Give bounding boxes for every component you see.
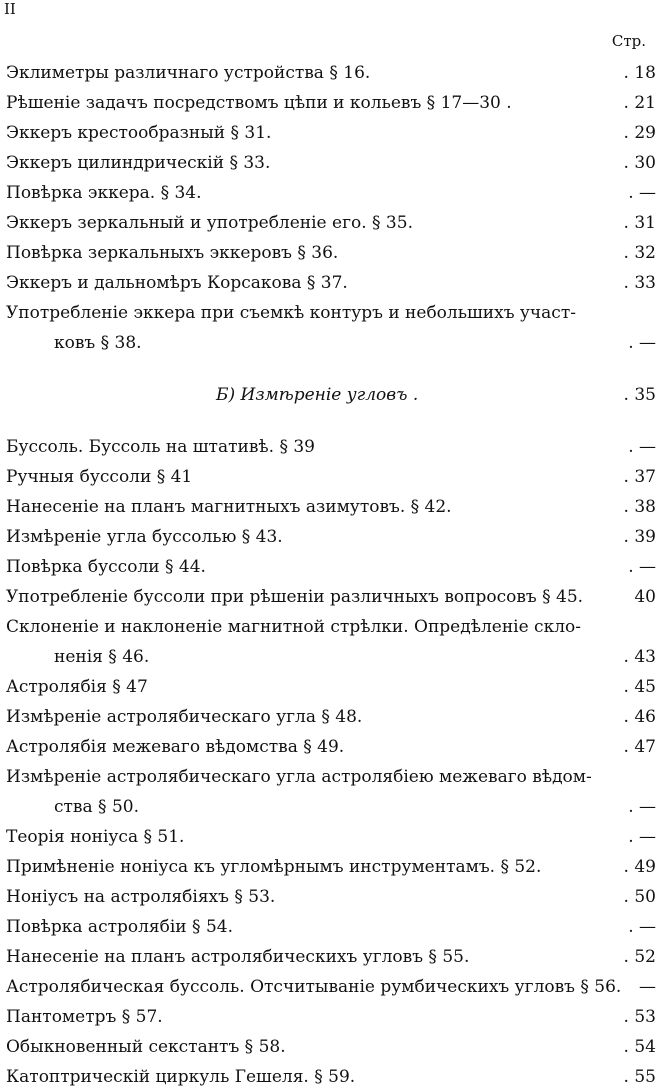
toc-entry-page: . 32 <box>623 243 656 263</box>
toc-entry <box>0 672 664 702</box>
toc-entry <box>0 492 664 522</box>
toc-entry-page: . 39 <box>623 527 656 547</box>
toc-entry-page: . 35 <box>623 385 656 405</box>
toc-entry <box>0 912 664 942</box>
toc-entry-page: . 46 <box>623 707 656 727</box>
section-gap <box>0 410 664 432</box>
toc-entry-text: Измѣреніе астролябическаго угла астролябіею межеваго вѣдом- <box>6 767 592 787</box>
toc-entry-page: . 31 <box>623 213 656 233</box>
toc-entry-text: Склоненіе и наклоненіе магнитной стрѣлки. Опредѣленіе скло- <box>6 617 581 637</box>
toc-entry <box>0 552 664 582</box>
toc-entry-text: Эккеръ крестообразный § 31. <box>6 123 272 143</box>
toc-entry <box>0 298 664 328</box>
toc-entry <box>0 268 664 298</box>
toc-entry <box>0 58 664 88</box>
toc-entry <box>0 1002 664 1032</box>
toc-entry-text: Рѣшеніе задачъ посредствомъ цѣпи и кольевъ § 17—30 . <box>6 93 512 113</box>
toc-entry-page: . 55 <box>623 1067 656 1087</box>
toc-entry-text: Повѣрка астролябіи § 54. <box>6 917 233 937</box>
toc-entry-text: Астролябія § 47 <box>6 677 148 697</box>
toc-entry-page: . 29 <box>623 123 656 143</box>
toc-entry-text: Пантометръ § 57. <box>6 1007 163 1027</box>
toc-entry-page: . — <box>628 437 656 457</box>
toc-entry <box>0 942 664 972</box>
toc-entry-page: . — <box>628 557 656 577</box>
toc-entry <box>0 852 664 882</box>
toc-entry-text: Катоптрическій циркуль Гешеля. § 59. <box>6 1067 356 1087</box>
toc-entry-text: ковъ § 38. <box>54 333 142 353</box>
toc-entry-text: Нанесеніе на планъ магнитныхъ азимутовъ. § 42. <box>6 497 452 517</box>
toc-entry-page: . 52 <box>623 947 656 967</box>
toc-entry-text: Нанесеніе на планъ астролябическихъ угловъ § 55. <box>6 947 470 967</box>
toc-entry-page: . 33 <box>623 273 656 293</box>
toc-entry-text: Эккеръ и дальномѣръ Корсакова § 37. <box>6 273 348 293</box>
toc-entry <box>0 792 664 822</box>
toc-entry-text: Повѣрка зеркальныхъ эккеровъ § 36. <box>6 243 339 263</box>
toc-entry <box>0 732 664 762</box>
toc-entry <box>0 882 664 912</box>
toc-list <box>0 58 664 1092</box>
toc-entry-page: . — <box>628 183 656 203</box>
toc-entry <box>0 642 664 672</box>
toc-entry-text: Ручныя буссоли § 41 <box>6 467 193 487</box>
toc-entry <box>0 1032 664 1062</box>
toc-entry-page: . 30 <box>623 153 656 173</box>
toc-entry-text: Б) Измѣреніе угловъ . <box>216 385 419 405</box>
toc-entry <box>0 1062 664 1092</box>
toc-entry <box>0 462 664 492</box>
toc-entry <box>0 522 664 552</box>
toc-entry <box>0 432 664 462</box>
toc-entry-page: . 37 <box>623 467 656 487</box>
toc-entry-text: Примѣненіе ноніуса къ угломѣрнымъ инструментамъ. § 52. <box>6 857 542 877</box>
toc-entry-text: Измѣреніе угла буссолью § 43. <box>6 527 283 547</box>
toc-entry-page: . 47 <box>623 737 656 757</box>
toc-entry-page: . — <box>628 917 656 937</box>
toc-entry-page: . — <box>628 333 656 353</box>
section-gap <box>0 358 664 380</box>
section-heading <box>0 380 664 410</box>
toc-entry-text: Повѣрка буссоли § 44. <box>6 557 206 577</box>
toc-entry-page: 40 <box>634 587 656 607</box>
toc-entry <box>0 328 664 358</box>
toc-entry-text: Буссоль. Буссоль на штативѣ. § 39 <box>6 437 315 457</box>
toc-entry <box>0 612 664 642</box>
toc-entry-text: Астролябическая буссоль. Отсчитываніе румбическихъ угловъ § 56. <box>6 977 622 997</box>
toc-entry-text: Измѣреніе астролябическаго угла § 48. <box>6 707 363 727</box>
toc-entry-text: Употребленіе эккера при съемкѣ контуръ и небольшихъ участ- <box>6 303 576 323</box>
toc-entry-page: . 53 <box>623 1007 656 1027</box>
toc-entry <box>0 118 664 148</box>
toc-entry-page: — <box>639 977 656 997</box>
toc-entry-page: . 50 <box>623 887 656 907</box>
toc-entry <box>0 972 664 1002</box>
toc-entry-page: . 21 <box>623 93 656 113</box>
toc-entry-page: . 18 <box>623 63 656 83</box>
page-number: II <box>4 0 16 18</box>
toc-entry-text: ства § 50. <box>54 797 139 817</box>
toc-entry <box>0 208 664 238</box>
toc-entry <box>0 178 664 208</box>
page-column-header: Стр. <box>611 32 646 50</box>
toc-entry-page: . 43 <box>623 647 656 667</box>
toc-entry-page: . 38 <box>623 497 656 517</box>
toc-entry <box>0 238 664 268</box>
toc-entry-page: . — <box>628 797 656 817</box>
toc-entry-page: . 54 <box>623 1037 656 1057</box>
toc-entry-text: Теорія ноніуса § 51. <box>6 827 185 847</box>
toc-entry-text: Эккеръ цилиндрическій § 33. <box>6 153 271 173</box>
toc-entry-page: . 45 <box>623 677 656 697</box>
toc-entry-text: ненія § 46. <box>54 647 150 667</box>
toc-entry <box>0 702 664 732</box>
toc-entry <box>0 822 664 852</box>
toc-entry-page: . — <box>628 827 656 847</box>
toc-entry-text: Эклиметры различнаго устройства § 16. <box>6 63 371 83</box>
toc-entry <box>0 88 664 118</box>
toc-entry-text: Употребленіе буссоли при рѣшеніи различныхъ вопросовъ § 45. <box>6 587 584 607</box>
toc-entry <box>0 148 664 178</box>
toc-entry-text: Ноніусъ на астролябіяхъ § 53. <box>6 887 276 907</box>
toc-entry <box>0 582 664 612</box>
toc-entry-text: Астролябія межеваго вѣдомства § 49. <box>6 737 345 757</box>
toc-entry-text: Повѣрка эккера. § 34. <box>6 183 202 203</box>
toc-entry <box>0 762 664 792</box>
toc-entry-text: Обыкновенный секстантъ § 58. <box>6 1037 286 1057</box>
toc-entry-text: Эккеръ зеркальный и употребленіе его. § 35. <box>6 213 413 233</box>
toc-entry-page: . 49 <box>623 857 656 877</box>
